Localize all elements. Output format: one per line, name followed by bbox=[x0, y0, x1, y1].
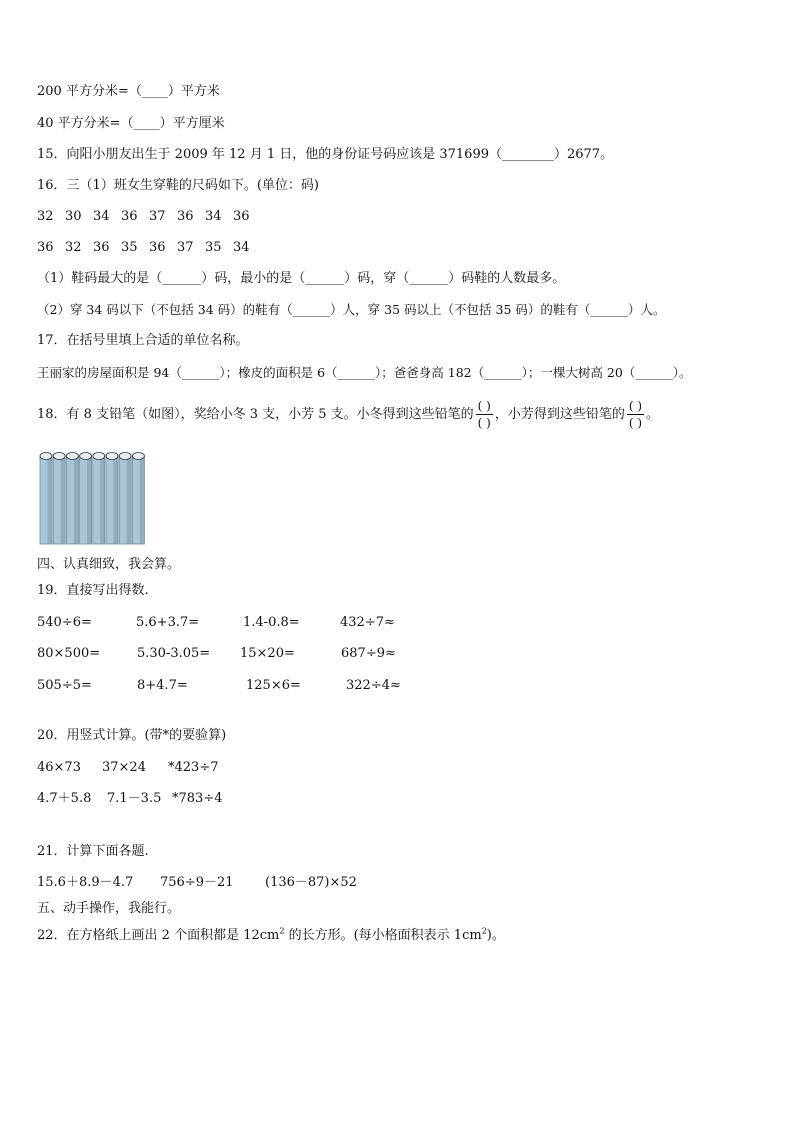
calc-item: 505÷5= bbox=[37, 678, 92, 693]
calc-item: 8+4.7= bbox=[137, 678, 188, 693]
pencil-shade bbox=[113, 456, 118, 544]
question-22-text-c: )。 bbox=[486, 928, 505, 943]
pencil bbox=[40, 453, 52, 545]
shoe-size: 30 bbox=[65, 209, 82, 224]
section-5-heading: 五、动手操作，我能行。 bbox=[37, 901, 181, 916]
calc-item: 540÷6= bbox=[37, 615, 92, 630]
shoe-size: 36 bbox=[177, 209, 194, 224]
shoe-size-row-1 bbox=[37, 209, 261, 225]
calc-item: 322÷4≈ bbox=[346, 678, 401, 693]
calc-item: 687÷9≈ bbox=[341, 646, 396, 661]
calc-item: 432÷7≈ bbox=[340, 615, 395, 630]
calc-item: (136－87)×52 bbox=[265, 875, 357, 890]
calc-item: 15.6＋8.9－4.7 bbox=[37, 875, 134, 890]
calc-item: 5.6+3.7= bbox=[136, 615, 200, 630]
calc-item: 4.7＋5.8 bbox=[37, 791, 92, 806]
pencils-illustration bbox=[38, 451, 150, 547]
fraction-denominator: ( ) bbox=[477, 416, 491, 430]
fraction-bar bbox=[627, 414, 644, 415]
calc-item: 1.4-0.8= bbox=[243, 615, 300, 630]
shoe-size: 35 bbox=[205, 240, 222, 255]
pencil-shade bbox=[87, 456, 92, 544]
calc-item: 5.30-3.05= bbox=[137, 646, 211, 661]
fraction-numerator: ( ) bbox=[477, 399, 491, 413]
question-18-text-b: ，小芳得到这些铅笔的 bbox=[494, 407, 625, 422]
calc-item: *783÷4 bbox=[172, 791, 223, 806]
pencil-top bbox=[106, 453, 118, 460]
question-22 bbox=[37, 928, 505, 944]
question-16-part-1: （1）鞋码最大的是（______）码，最小的是（______）码，穿（______）码鞋的人数最多。 bbox=[37, 271, 566, 286]
pencil-shade bbox=[47, 456, 52, 544]
pencil bbox=[66, 453, 78, 545]
shoe-size: 34 bbox=[233, 240, 250, 255]
fraction-blank-xiaodong bbox=[476, 399, 493, 430]
pencil-top bbox=[80, 453, 92, 460]
pencil bbox=[119, 453, 131, 545]
shoe-size: 34 bbox=[93, 209, 110, 224]
question-16: 16．三（1）班女生穿鞋的尺码如下。(单位：码) bbox=[37, 178, 319, 193]
fraction-bar bbox=[476, 414, 493, 415]
pencil-top bbox=[40, 453, 52, 460]
pencil-shade bbox=[61, 456, 66, 544]
shoe-size: 36 bbox=[121, 209, 138, 224]
line-area-conversion-1: 200 平方分米=（____）平方米 bbox=[37, 84, 220, 99]
shoe-size: 37 bbox=[177, 240, 194, 255]
calc-item: 15×20= bbox=[240, 646, 295, 661]
shoe-size: 36 bbox=[37, 240, 54, 255]
question-16-part-2: （2）穿 34 码以下（不包括 34 码）的鞋有（______）人，穿 35 码以上（不包括 35 码）的鞋有（______）人。 bbox=[37, 302, 666, 317]
calc-item: 756÷9－21 bbox=[160, 875, 234, 890]
question-22-text-a: 22．在方格纸上画出 2 个面积都是 12cm bbox=[37, 928, 280, 943]
shoe-size: 32 bbox=[65, 240, 82, 255]
question-20: 20．用竖式计算。(带*的要验算) bbox=[37, 728, 227, 743]
shoe-size-row-2 bbox=[37, 240, 261, 256]
question-15: 15．向阳小朋友出生于 2009 年 12 月 1 日，他的身份证号码应该是 371699（________）2677。 bbox=[37, 147, 614, 162]
shoe-size: 34 bbox=[205, 209, 222, 224]
calc-item: *423÷7 bbox=[168, 760, 219, 775]
calc-item: 37×24 bbox=[102, 760, 146, 775]
fraction-denominator: ( ) bbox=[628, 416, 643, 430]
pencil bbox=[53, 453, 65, 545]
shoe-size: 32 bbox=[37, 209, 54, 224]
shoe-size: 36 bbox=[149, 240, 166, 255]
pencil-shade bbox=[140, 456, 145, 544]
shoe-size: 37 bbox=[149, 209, 166, 224]
fraction-blank-xiaofang bbox=[627, 399, 644, 430]
pencil-top bbox=[119, 453, 131, 460]
question-18-text-a: 18．有 8 支铅笔（如图），奖给小冬 3 支，小芳 5 支。小冬得到这些铅笔的 bbox=[37, 407, 474, 422]
pencil-shade bbox=[74, 456, 79, 544]
line-area-conversion-2: 40 平方分米=（____）平方厘米 bbox=[37, 116, 225, 131]
pencil bbox=[132, 453, 144, 545]
pencil-top bbox=[132, 453, 144, 460]
superscript-2: 2 bbox=[481, 926, 487, 936]
shoe-size: 36 bbox=[93, 240, 110, 255]
question-21: 21．计算下面各题. bbox=[37, 844, 149, 859]
fraction-numerator: ( ) bbox=[628, 399, 643, 413]
pencil-top bbox=[66, 453, 78, 460]
section-4-heading: 四、认真细致，我会算。 bbox=[37, 557, 181, 572]
pencil bbox=[93, 453, 105, 545]
calc-item: 80×500= bbox=[37, 646, 101, 661]
pencil-shade bbox=[100, 456, 105, 544]
question-19: 19．直接写出得数. bbox=[37, 583, 149, 598]
shoe-size: 35 bbox=[121, 240, 138, 255]
pencil-shade bbox=[127, 456, 132, 544]
calc-item: 46×73 bbox=[37, 760, 81, 775]
question-17: 17．在括号里填上合适的单位名称。 bbox=[37, 333, 249, 348]
shoe-size: 36 bbox=[233, 209, 250, 224]
calc-item: 125×6= bbox=[246, 678, 301, 693]
pencil bbox=[106, 453, 118, 545]
question-18-end: 。 bbox=[646, 407, 660, 422]
superscript-2: 2 bbox=[279, 926, 285, 936]
pencil-top bbox=[93, 453, 105, 460]
question-22-text-b: 的长方形。(每小格面积表示 1cm bbox=[284, 928, 482, 943]
pencil-top bbox=[53, 453, 65, 460]
pencil bbox=[80, 453, 92, 545]
question-17-blanks: 王丽家的房屋面积是 94（______）；橡皮的面积是 6（______）；爸爸身高 182（______）；一棵大树高 20（______）。 bbox=[37, 365, 692, 380]
calc-item: 7.1－3.5 bbox=[107, 791, 162, 806]
question-18 bbox=[37, 398, 659, 432]
